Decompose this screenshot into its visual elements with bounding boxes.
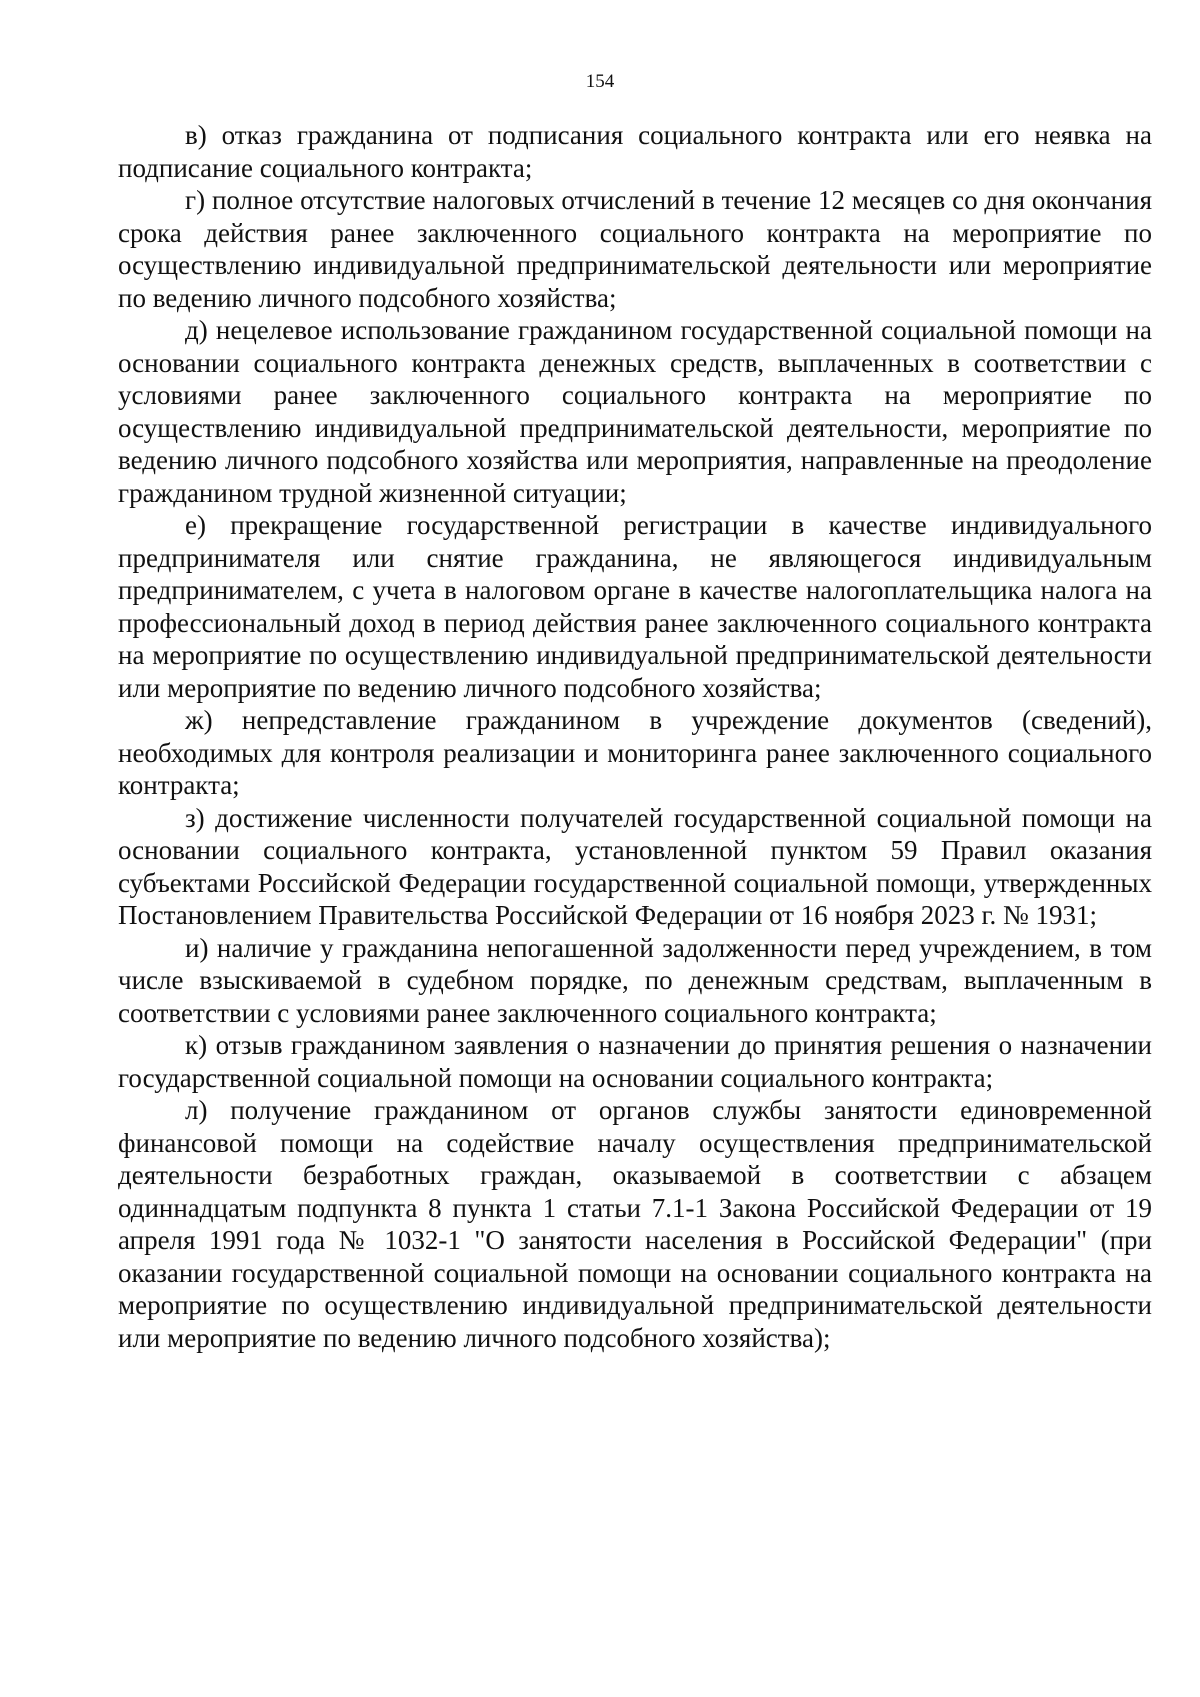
page-number: 154 bbox=[585, 71, 615, 92]
list-item-l: л) получение гражданином от органов службы занятости единовременной финансовой помощи на содействие началу осуществления предпринимательской деятельности безработных граждан, оказываемой в соответствии с абзацем одиннадцатым подпункта 8 пункта 1 статьи 7.1-1 Закона Российской Федерации от 19 апреля 1991 года № 1032-1 "О занятости населения в Российской Федерации" (при оказании государственной социальной помощи на основании социального контракта на мероприятие по осуществлению индивидуальной предпринимательской деятельности или мероприятие по ведению личного подсобного хозяйства); bbox=[118, 1095, 1152, 1353]
list-item-zh: ж) непредставление гражданином в учреждение документов (сведений), необходимых для контроля реализации и мониторинга ранее заключенного социального контракта; bbox=[118, 705, 1152, 800]
list-item-k: к) отзыв гражданином заявления о назначении до принятия решения о назначении государственной социальной помощи на основании социального контракта; bbox=[118, 1030, 1152, 1093]
document-body bbox=[118, 119, 1152, 1354]
list-item-e: е) прекращение государственной регистрации в качестве индивидуального предпринимателя или снятие гражданина, не являющегося индивидуальным предпринимателем, с учета в налоговом органе в качестве налогоплательщика налога на профессиональный доход в период действия ранее заключенного социального контракта на мероприятие по осуществлению индивидуальной предпринимательской деятельности или мероприятие по ведению личного подсобного хозяйства; bbox=[118, 510, 1152, 703]
list-item-v: в) отказ гражданина от подписания социального контракта или его неявка на подписание социального контракта; bbox=[118, 120, 1152, 183]
list-item-i: и) наличие у гражданина непогашенной задолженности перед учреждением, в том числе взыскиваемой в судебном порядке, по денежным средствам, выплаченным в соответствии с условиями ранее заключенного социального контракта; bbox=[118, 932, 1152, 1028]
list-item-g: г) полное отсутствие налоговых отчислений в течение 12 месяцев со дня окончания срока действия ранее заключенного социального контракта на мероприятие по осуществлению индивидуальной предпринимательской деятельности или мероприятие по ведению личного подсобного хозяйства; bbox=[118, 185, 1152, 313]
list-item-z: з) достижение численности получателей государственной социальной помощи на основании социального контракта, установленной пунктом 59 Правил оказания субъектами Российской Федерации государственной социальной помощи, утвержденных Постановлением Правительства Российской Федерации от 16 ноября 2023 г. № 1931; bbox=[118, 802, 1152, 930]
list-item-d: д) нецелевое использование гражданином государственной социальной помощи на основании социального контракта денежных средств, выплаченных в соответствии с условиями ранее заключенного социального контракта на мероприятие по осуществлению индивидуальной предпринимательской деятельности, мероприятие по ведению личного подсобного хозяйства или мероприятия, направленные на преодоление гражданином трудной жизненной ситуации; bbox=[118, 315, 1152, 508]
